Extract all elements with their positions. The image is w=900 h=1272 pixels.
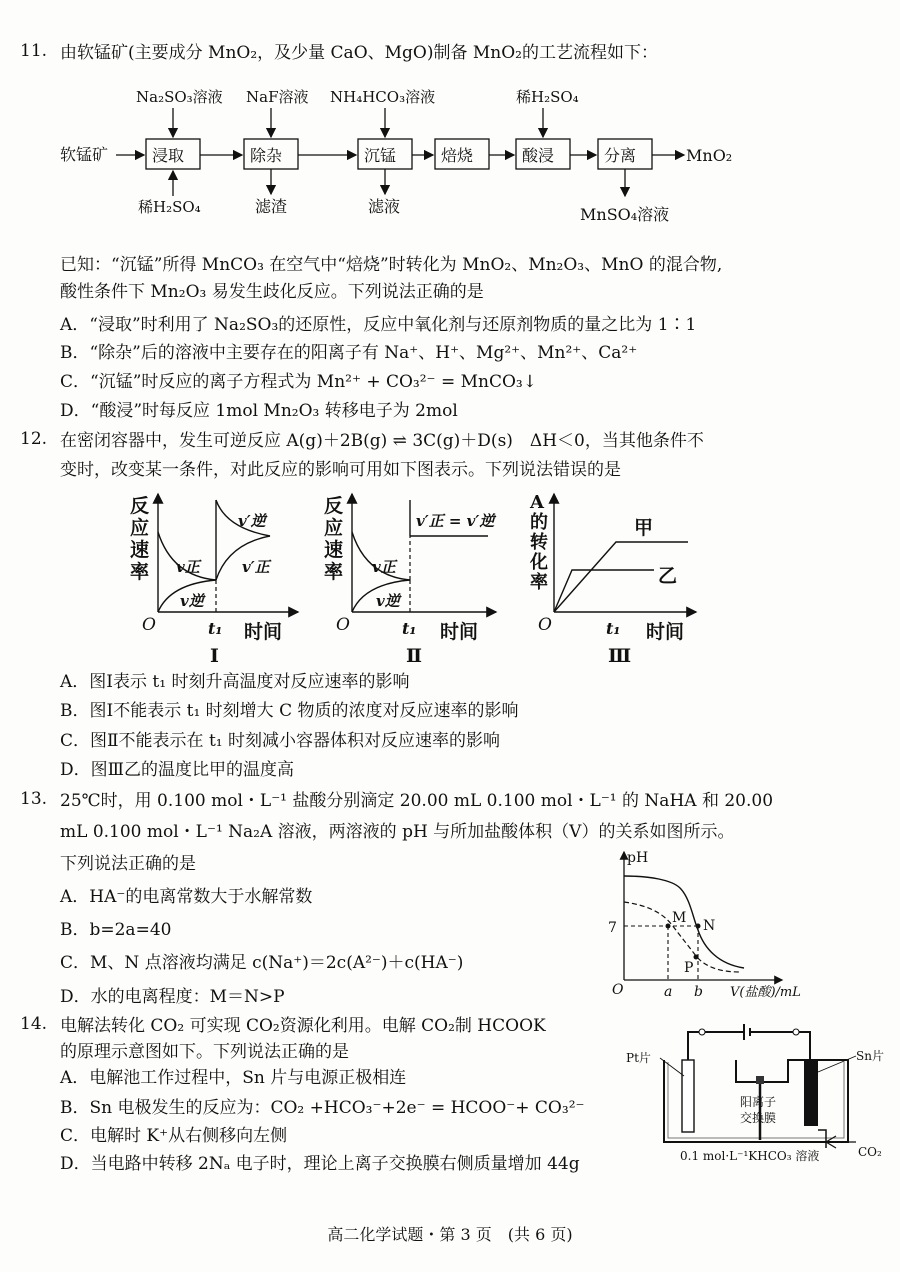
svg-text:交换膜: 交换膜: [740, 1111, 777, 1125]
flow-end-label: MnO₂: [686, 146, 733, 165]
flow-start-label: 软锰矿: [60, 145, 109, 164]
q14-stem-2: 的原理示意图如下。下列说法正确的是: [60, 1042, 349, 1062]
svg-text:化: 化: [530, 552, 548, 573]
svg-text:率: 率: [530, 572, 548, 593]
svg-text:v逆: v逆: [180, 592, 204, 610]
flow-output-mnso4: MnSO₄溶液: [580, 205, 670, 224]
svg-text:Pt片: Pt片: [626, 1051, 651, 1065]
q12-number: 12.: [20, 429, 48, 449]
svg-text:Ⅰ: Ⅰ: [210, 645, 219, 667]
flow-box-precipitate: 沉锰: [364, 146, 397, 165]
q13-option-d: D．水的电离程度：M＝N>P: [60, 987, 285, 1007]
svg-text:b: b: [694, 984, 703, 1000]
svg-text:v′逆: v′逆: [238, 512, 266, 530]
q14-option-b: B．Sn 电极发生的反应为：CO₂ +HCO₃⁻+2e⁻ = HCOO⁻+ CO₃²⁻: [60, 1098, 585, 1118]
svg-text:转: 转: [530, 532, 548, 553]
svg-text:pH: pH: [627, 850, 649, 866]
svg-text:阳离子: 阳离子: [740, 1095, 777, 1109]
svg-text:的: 的: [530, 512, 548, 533]
svg-text:应: 应: [324, 517, 344, 539]
svg-text:O: O: [142, 615, 156, 635]
flow-input-dilute-h2so4-top: 稀H₂SO₄: [516, 88, 579, 106]
svg-text:0.1 mol·L⁻¹KHCO₃ 溶液: 0.1 mol·L⁻¹KHCO₃ 溶液: [680, 1149, 820, 1163]
page-footer: 高二化学试题・第 3 页 (共 6 页): [327, 1225, 573, 1244]
flow-output-residue: 滤渣: [255, 197, 288, 216]
svg-text:P: P: [684, 960, 694, 976]
q12-option-c: C．图Ⅱ不能表示在 t₁ 时刻减小容器体积对反应速率的影响: [60, 731, 501, 751]
flow-box-acid-leach: 酸浸: [522, 146, 555, 165]
svg-text:a: a: [664, 984, 673, 1000]
q13-stem-3: 下列说法正确的是: [60, 854, 196, 874]
svg-text:时间: 时间: [244, 621, 283, 643]
svg-text:N: N: [703, 918, 716, 934]
svg-text:V(盐酸)/mL: V(盐酸)/mL: [730, 985, 801, 1000]
svg-text:7: 7: [608, 920, 617, 936]
flow-output-filtrate: 滤液: [368, 197, 401, 216]
q14-option-c: C．电解时 K⁺从右侧移向左侧: [60, 1126, 288, 1146]
q11-known-2: 酸性条件下 Mn₂O₃ 易发生歧化反应。下列说法正确的是: [60, 282, 484, 302]
q11-number: 11.: [20, 41, 48, 61]
q13-stem-1: 25℃时，用 0.100 mol・L⁻¹ 盐酸分别滴定 20.00 mL 0.100 mol・L⁻¹ 的 NaHA 和 20.00: [60, 791, 774, 811]
q12-option-a: A．图Ⅰ表示 t₁ 时刻升高温度对反应速率的影响: [60, 672, 410, 692]
flow-input-naf: NaF溶液: [246, 88, 309, 106]
q14-option-a: A．电解池工作过程中，Sn 片与电源正极相连: [60, 1068, 407, 1088]
q11-option-a: A．“浸取”时利用了 Na₂SO₃的还原性，反应中氧化剂与还原剂物质的量之比为 1∶1: [60, 315, 697, 335]
svg-text:反: 反: [324, 495, 344, 517]
flow-box-purify: 除杂: [250, 146, 283, 165]
flow-box-leach: 浸取: [152, 146, 185, 165]
flow-box-separate: 分离: [604, 146, 637, 165]
q11-stem: 由软锰矿(主要成分 MnO₂，及少量 CaO、MgO)制备 MnO₂的工艺流程如下：: [60, 43, 658, 63]
svg-text:CO₂: CO₂: [858, 1145, 882, 1159]
q12-stem-1: 在密闭容器中，发生可逆反应 A(g)＋2B(g) ⇌ 3C(g)＋D(s) ΔH＜0，当其他条件不: [60, 431, 704, 451]
svg-text:时间: 时间: [440, 621, 479, 643]
svg-text:t₁: t₁: [606, 619, 621, 638]
svg-text:t₁: t₁: [208, 619, 223, 638]
q11-option-b: B．“除杂”后的溶液中主要存在的阳离子有 Na⁺、H⁺、Mg²⁺、Mn²⁺、Ca²⁺: [60, 343, 638, 363]
svg-text:速: 速: [130, 539, 150, 561]
q13-option-c: C．M、N 点溶液均满足 c(Na⁺)＝2c(A²⁻)＋c(HA⁻): [60, 953, 464, 973]
q11-option-d: D．“酸浸”时每反应 1mol Mn₂O₃ 转移电子为 2mol: [60, 401, 458, 421]
q11-known-1: 已知：“沉锰”所得 MnCO₃ 在空气中“焙烧”时转化为 MnO₂、Mn₂O₃、MnO 的混合物,: [60, 255, 723, 275]
q11-option-c: C．“沉锰”时反应的离子方程式为 Mn²⁺ + CO₃²⁻ = MnCO₃↓: [60, 372, 537, 392]
flow-box-roast: 焙烧: [441, 146, 474, 165]
flow-input-na2so3: Na₂SO₃溶液: [136, 88, 223, 106]
svg-text:甲: 甲: [634, 517, 654, 539]
svg-text:O: O: [612, 982, 624, 998]
q13-option-b: B．b=2a=40: [60, 920, 172, 940]
q12-option-d: D．图Ⅲ乙的温度比甲的温度高: [60, 760, 295, 780]
svg-text:v逆: v逆: [376, 592, 400, 610]
q12-option-b: B．图Ⅰ不能表示 t₁ 时刻增大 C 物质的浓度对反应速率的影响: [60, 701, 519, 721]
svg-text:M: M: [672, 910, 687, 926]
svg-text:O: O: [538, 615, 552, 635]
q14-stem-1: 电解法转化 CO₂ 可实现 CO₂资源化利用。电解 CO₂制 HCOOK: [60, 1016, 546, 1036]
q13-number: 13.: [20, 789, 48, 809]
svg-text:时间: 时间: [646, 621, 685, 643]
svg-text:速: 速: [324, 539, 344, 561]
svg-text:v正: v正: [176, 558, 200, 576]
svg-text:应: 应: [130, 517, 150, 539]
svg-text:O: O: [336, 615, 350, 635]
q13-option-a: A．HA⁻的电离常数大于水解常数: [60, 887, 313, 907]
flow-input-dilute-h2so4-bottom: 稀H₂SO₄: [138, 198, 201, 216]
q14-number: 14.: [20, 1014, 48, 1034]
svg-text:Ⅱ: Ⅱ: [406, 645, 423, 667]
svg-text:Sn片: Sn片: [856, 1049, 884, 1063]
svg-text:A: A: [530, 492, 544, 513]
q12-stem-2: 变时，改变某一条件，对此反应的影响可用如下图表示。下列说法错误的是: [60, 460, 621, 480]
svg-text:反: 反: [130, 495, 150, 517]
svg-text:v正: v正: [372, 558, 396, 576]
q13-stem-2: mL 0.100 mol・L⁻¹ Na₂A 溶液，两溶液的 pH 与所加盐酸体积（V）的关系如图所示。: [60, 822, 735, 842]
svg-text:v′正: v′正: [242, 558, 270, 576]
svg-text:Ⅲ: Ⅲ: [608, 645, 632, 667]
svg-text:乙: 乙: [658, 565, 678, 587]
q14-option-d: D．当电路中转移 2Nₐ 电子时，理论上离子交换膜右侧质量增加 44g: [60, 1154, 580, 1174]
svg-text:v′正 = v′逆: v′正 = v′逆: [416, 512, 495, 530]
svg-text:率: 率: [324, 561, 344, 583]
svg-text:t₁: t₁: [402, 619, 417, 638]
flow-input-nh4hco3: NH₄HCO₃溶液: [330, 88, 436, 106]
svg-text:率: 率: [130, 561, 150, 583]
